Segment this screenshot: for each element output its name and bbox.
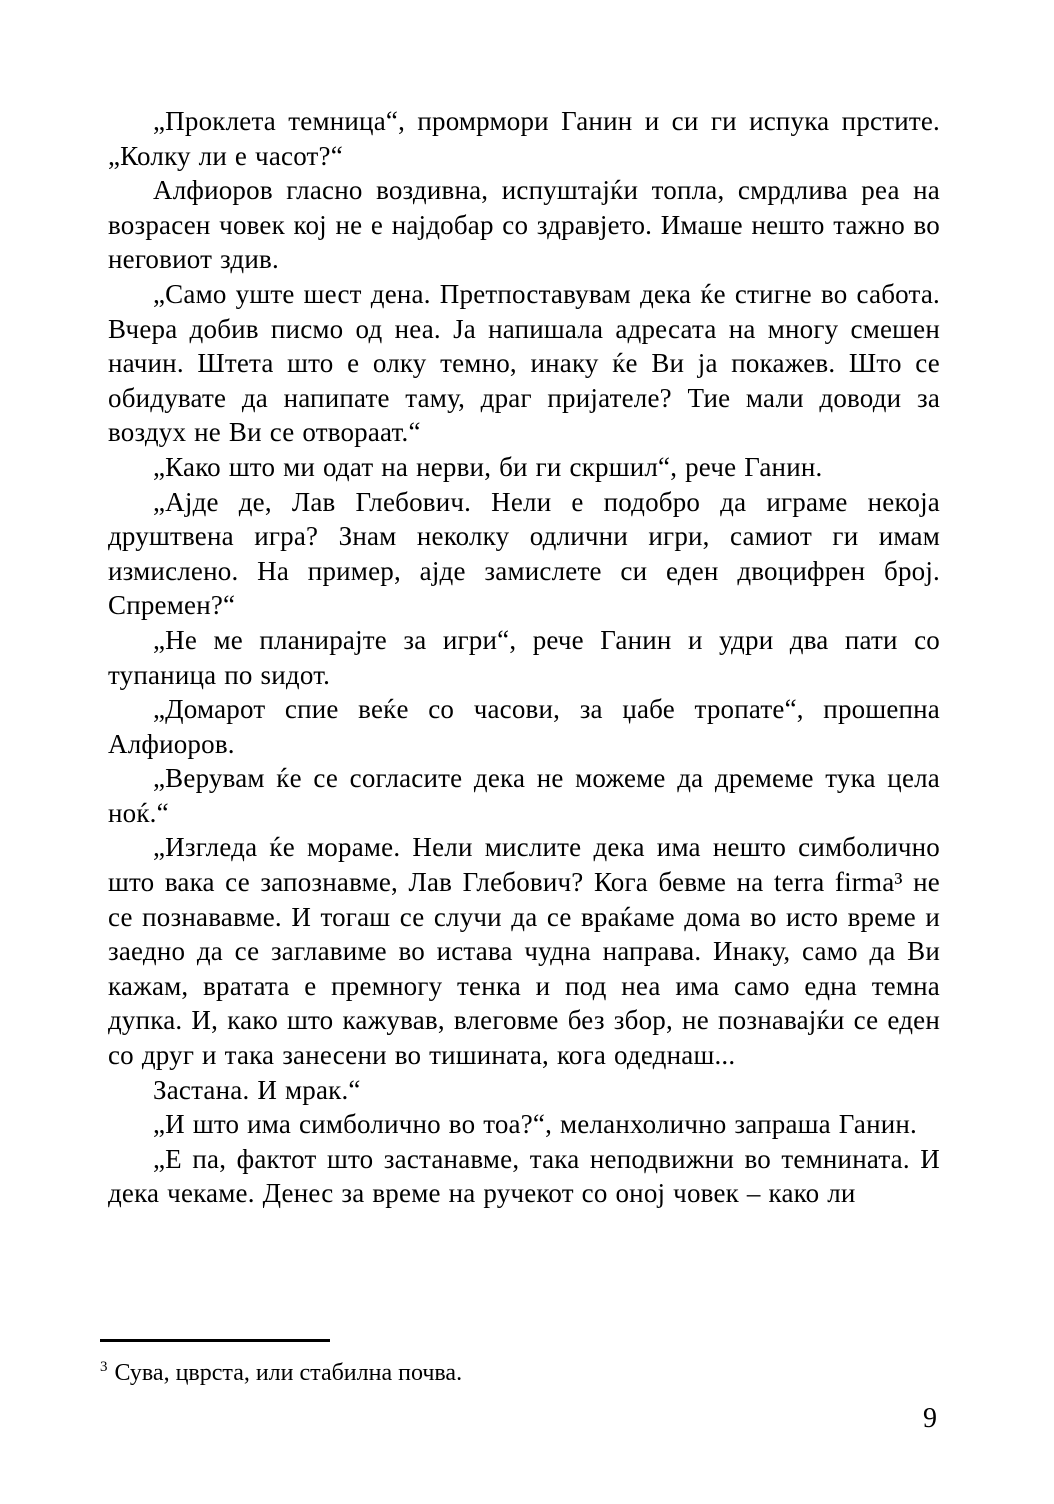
paragraph: „Изгледа ќе мораме. Нели мислите дека има нешто симболично што вака се запознавме, Лав Глебович? Кога бевме на terra firma³ не се познававме. И тогаш се случи да се враќаме дома во исто време и заедно да се заглавиме во истава чудна направа. Инаку, само да Ви кажам, вратата е премногу тенка и под неа има само една темна дупка. И, како што кажував, влеговме без збор, не познавајќи се еден со друг и така занесени во тишината, кога одеднаш... bbox=[108, 832, 940, 1071]
footnote-text: Сува, цврста, или стабилна почва. bbox=[114, 1360, 463, 1386]
paragraph: „Домарот спие веќе со часови, за џабе тропате“, прошепна Алфиоров. bbox=[108, 694, 940, 759]
paragraph: „Е па, фактот што застанавме, така неподвижни во темнината. И дека чекаме. Денес за време на ручекот со оној човек – како ли bbox=[108, 1143, 940, 1209]
paragraph: „Проклета темница“, промрмори Ганин и си ги испука прстите. „Колку ли е часот?“ bbox=[108, 106, 940, 171]
paragraph: „Како што ми одат на нерви, би ги скршил“, рече Ганин. bbox=[153, 451, 823, 482]
page-number: 9 bbox=[923, 1403, 937, 1434]
paragraph: „Верувам ќе се согласите дека не можеме да дремеме тука цела ноќ.“ bbox=[108, 763, 940, 828]
paragraph: Алфиоров гласно воздивна, испуштајќи топла, смрдлива реа на возрасен човек кој не е најдобар со здравјето. Имаше нешто тажно во неговиот здив. bbox=[108, 175, 940, 275]
body-text bbox=[108, 104, 940, 1211]
footnote bbox=[100, 1352, 800, 1388]
paragraph: „Не ме планирајте за игри“, рече Ганин и удри два пати со тупаница по ѕидот. bbox=[108, 624, 940, 690]
paragraph: „И што има симболично во тоа?“, меланхолично запраша Ганин. bbox=[153, 1109, 917, 1140]
paragraph: „Само уште шест дена. Претпоставувам дека ќе стигне во сабота. Вчера добив писмо од неа. Ја напишала адресата на многу смешен начин. Штета што е олку темно, инаку ќе Ви ја покажев. Што се обидувате да напипате таму, драг пријателе? Тие мали доводи за воздух не Ви се отвораат.“ bbox=[108, 278, 940, 448]
paragraph: „Ајде де, Лав Глебович. Нели е подобро да играме некоја друштвена игра? Знам неколку одлични игри, самиот ги имам измислено. На пример, ајде замислете си еден двоцифрен број. Спремен?“ bbox=[108, 486, 940, 621]
paragraph: Застана. И мрак.“ bbox=[153, 1074, 361, 1105]
footnote-rule bbox=[100, 1339, 330, 1342]
footnote-marker: 3 bbox=[100, 1359, 108, 1375]
